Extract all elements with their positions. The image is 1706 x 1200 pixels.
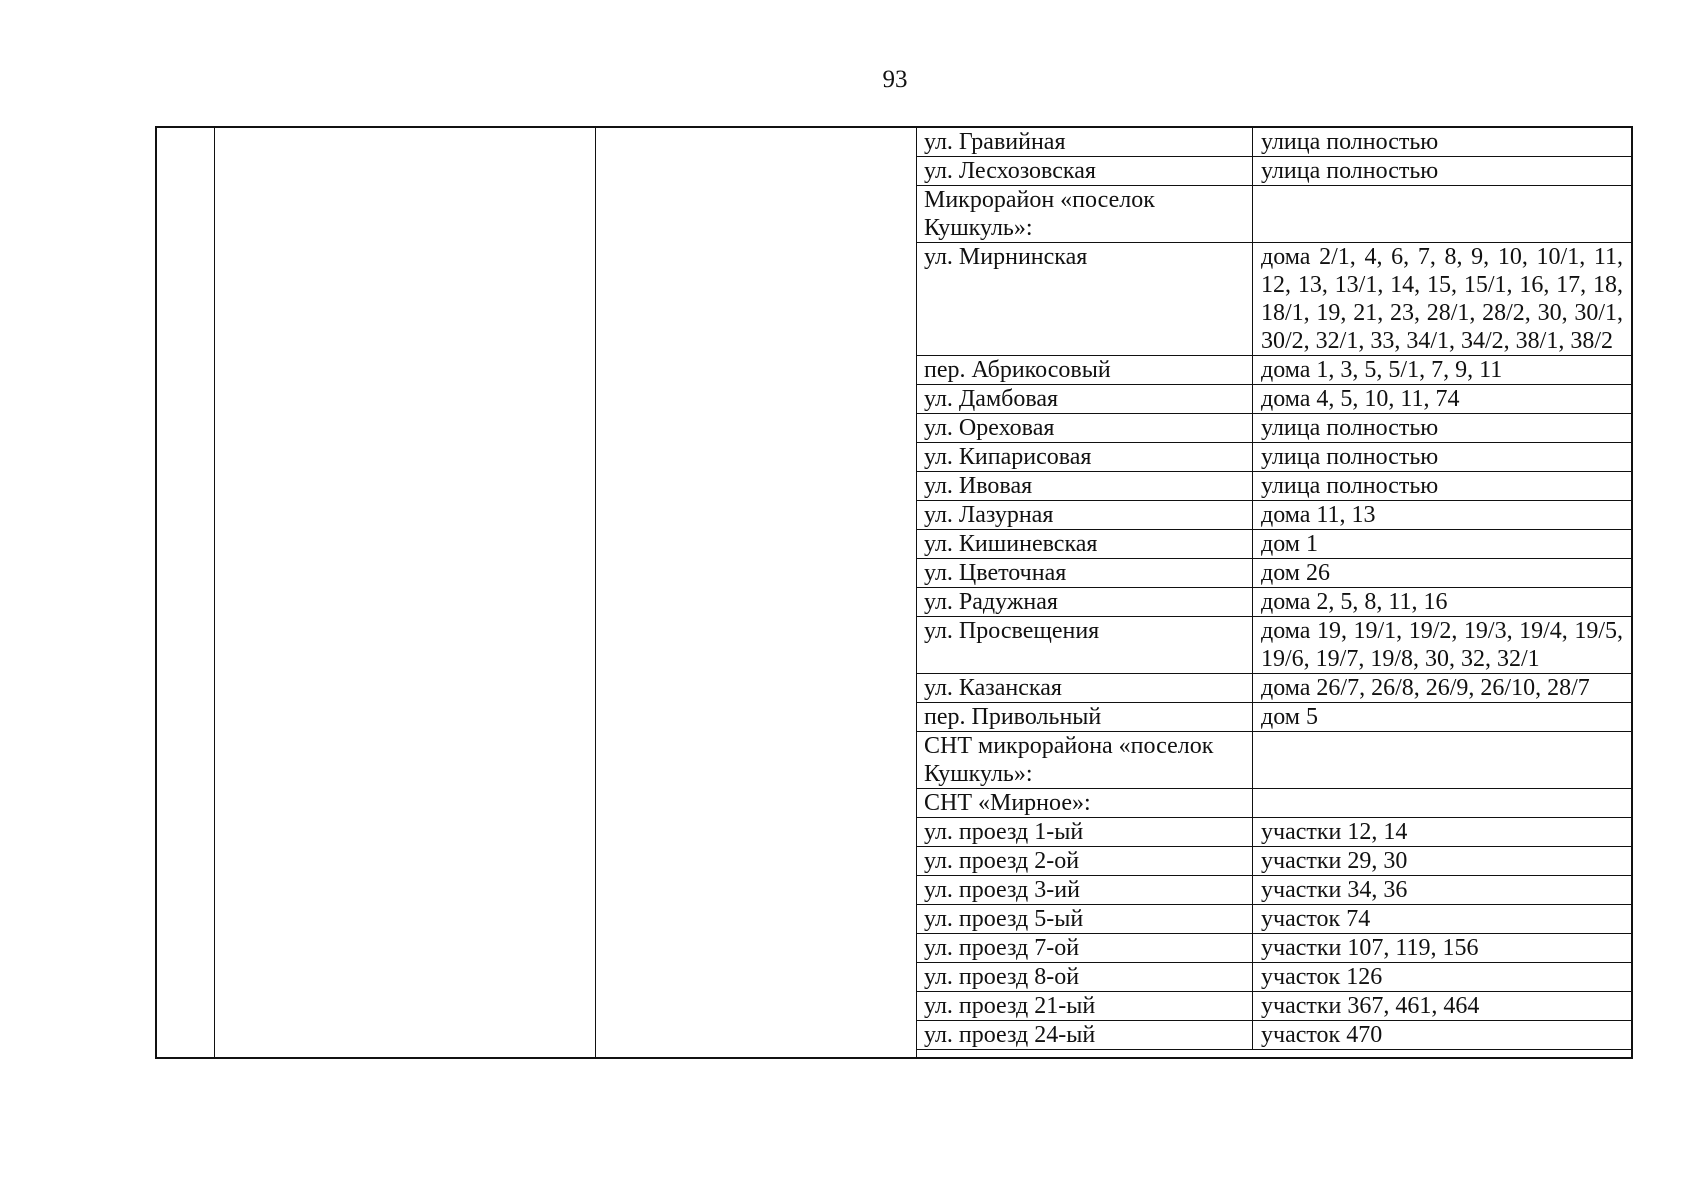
street-cell: ул. проезд 24-ый <box>916 1021 1253 1050</box>
street-cell: ул. проезд 8-ой <box>916 963 1253 992</box>
houses-cell: участки 34, 36 <box>1253 876 1632 905</box>
table-row <box>916 876 1632 905</box>
table-row <box>916 243 1632 356</box>
table-row <box>916 128 1632 157</box>
houses-cell: улица полностью <box>1253 157 1632 186</box>
street-cell: ул. проезд 21-ый <box>916 992 1253 1021</box>
houses-cell: дома 4, 5, 10, 11, 74 <box>1253 385 1632 414</box>
table-row <box>916 617 1632 674</box>
street-cell: ул. Кишиневская <box>916 530 1253 559</box>
table-row <box>916 588 1632 617</box>
houses-cell: участок 470 <box>1253 1021 1632 1050</box>
table-row <box>916 385 1632 414</box>
document-table <box>155 126 1633 1059</box>
houses-cell: дом 1 <box>1253 530 1632 559</box>
table-row <box>916 501 1632 530</box>
houses-cell: дома 26/7, 26/8, 26/9, 26/10, 28/7 <box>1253 674 1632 703</box>
table-row <box>916 992 1632 1021</box>
houses-cell: улица полностью <box>1253 472 1632 501</box>
houses-cell <box>1253 732 1632 789</box>
table-row <box>916 186 1632 243</box>
houses-cell: участок 74 <box>1253 905 1632 934</box>
street-cell: ул. Ивовая <box>916 472 1253 501</box>
column-divider <box>214 128 215 1057</box>
table-row <box>916 732 1632 789</box>
table-row <box>916 530 1632 559</box>
street-cell: ул. Гравийная <box>916 128 1253 157</box>
street-cell: ул. проезд 1-ый <box>916 818 1253 847</box>
page-number: 93 <box>882 66 908 93</box>
street-cell: ул. проезд 2-ой <box>916 847 1253 876</box>
houses-cell: дома 2, 5, 8, 11, 16 <box>1253 588 1632 617</box>
street-cell: ул. Лесхозовская <box>916 157 1253 186</box>
street-cell: ул. проезд 5-ый <box>916 905 1253 934</box>
table-row <box>916 414 1632 443</box>
table-row <box>916 472 1632 501</box>
table-row <box>916 157 1632 186</box>
houses-cell: дома 1, 3, 5, 5/1, 7, 9, 11 <box>1253 356 1632 385</box>
houses-cell <box>1253 186 1632 243</box>
table-row <box>916 934 1632 963</box>
houses-cell: дома 19, 19/1, 19/2, 19/3, 19/4, 19/5, 19/6, 19/7, 19/8, 30, 32, 32/1 <box>1253 617 1632 674</box>
street-cell: ул. Кипарисовая <box>916 443 1253 472</box>
table-row <box>916 818 1632 847</box>
houses-cell: участок 126 <box>1253 963 1632 992</box>
street-cell: Микрорайон «поселок Кушкуль»: <box>916 186 1253 243</box>
houses-cell: участки 12, 14 <box>1253 818 1632 847</box>
table-row <box>916 356 1632 385</box>
table-row <box>916 963 1632 992</box>
houses-cell: дома 2/1, 4, 6, 7, 8, 9, 10, 10/1, 11, 12, 13, 13/1, 14, 15, 15/1, 16, 17, 18, 18/1, 19, 21, 23, 28/1, 28/2, 30, 30/1, 30/2, 32/1, 33, 34/1, 34/2, 38/1, 38/2 <box>1253 243 1632 356</box>
table-row <box>916 789 1632 818</box>
houses-cell: улица полностью <box>1253 128 1632 157</box>
houses-cell: дом 5 <box>1253 703 1632 732</box>
street-cell: ул. проезд 3-ий <box>916 876 1253 905</box>
table-row <box>916 443 1632 472</box>
table-row <box>916 674 1632 703</box>
street-cell: пер. Привольный <box>916 703 1253 732</box>
table-row <box>916 847 1632 876</box>
table-row <box>916 905 1632 934</box>
houses-cell: участки 29, 30 <box>1253 847 1632 876</box>
table-row <box>916 559 1632 588</box>
houses-cell <box>1253 789 1632 818</box>
houses-cell: участки 367, 461, 464 <box>1253 992 1632 1021</box>
address-table <box>916 128 1632 1050</box>
street-cell: ул. Цветочная <box>916 559 1253 588</box>
table-row <box>916 1021 1632 1050</box>
table-row <box>916 703 1632 732</box>
street-cell: ул. Ореховая <box>916 414 1253 443</box>
street-cell: ул. Мирнинская <box>916 243 1253 356</box>
street-cell: СНТ «Мирное»: <box>916 789 1253 818</box>
houses-cell: улица полностью <box>1253 443 1632 472</box>
houses-cell: дом 26 <box>1253 559 1632 588</box>
column-divider <box>595 128 596 1057</box>
street-cell: СНТ микрорайона «поселок Кушкуль»: <box>916 732 1253 789</box>
street-cell: ул. Казанская <box>916 674 1253 703</box>
street-cell: ул. Дамбовая <box>916 385 1253 414</box>
houses-cell: улица полностью <box>1253 414 1632 443</box>
street-cell: ул. Просвещения <box>916 617 1253 674</box>
street-cell: пер. Абрикосовый <box>916 356 1253 385</box>
street-cell: ул. проезд 7-ой <box>916 934 1253 963</box>
houses-cell: дома 11, 13 <box>1253 501 1632 530</box>
street-cell: ул. Лазурная <box>916 501 1253 530</box>
street-cell: ул. Радужная <box>916 588 1253 617</box>
houses-cell: участки 107, 119, 156 <box>1253 934 1632 963</box>
